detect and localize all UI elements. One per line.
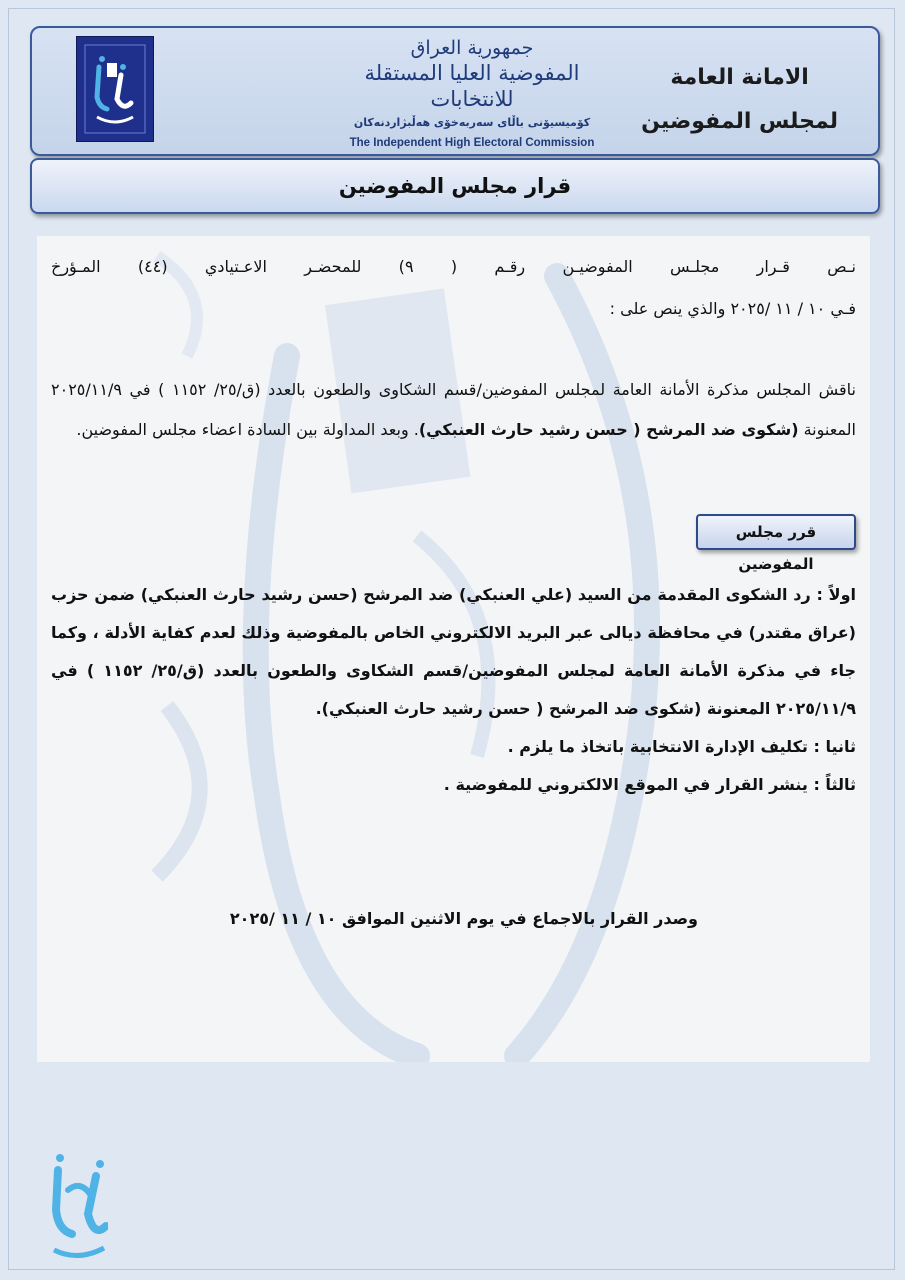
issued-statement: وصدر القرار بالاجماع في يوم الاثنين الموافق ١٠ / ١١ /٢٠٢٥ [229, 909, 698, 928]
secretariat-label [641, 56, 838, 144]
document-body [37, 236, 870, 1062]
commission-name-english: The Independent High Electoral Commission [349, 137, 595, 149]
ihec-emblem-icon [77, 37, 153, 141]
discussion-text-2: . وبعد المداولة بين السادة اعضاء مجلس المفوضين. [76, 420, 419, 439]
commission-name-kurdish: كۆمیسیۆنی باڵای سەربەخۆی هەڵبژاردنەکان [353, 116, 591, 129]
complaint-subject: (شكوى ضد المرشح ( حسن رشيد حارث العنبكي) [418, 420, 799, 439]
discussion-paragraph [51, 370, 856, 450]
header-banner [30, 26, 880, 156]
secretariat-line2: لمجلس المفوضين [641, 109, 838, 134]
ihec-logo [76, 36, 154, 142]
decision-label: قرر مجلس المفوضين [696, 514, 856, 550]
intro-line-2: فـي ١٠ / ١١ /٢٠٢٥ والذي ينص على : [609, 299, 856, 318]
country-name: جمهورية العراق [410, 37, 534, 59]
commission-name-block [332, 36, 612, 152]
discussion-text-1: ناقش المجلس مذكرة الأمانة العامة لمجلس المفوضين/قسم الشكاوى والطعون بالعدد (ق/٢٥/ ١١٥٢ ) في ٢٠٢٥/١١/٩ المعنونة [51, 380, 856, 439]
secretariat-line1: الامانة العامة [670, 65, 809, 90]
decision-items [51, 576, 856, 804]
intro-line-1: نـص قـرار مجلـس المفوضيـن رقـم ( ٩) للمحضـر الاعـتيادي (٤٤) المـؤرخ [51, 257, 857, 276]
decision-item-third: ثالثاً : ينشر القرار في الموقع الالكتروني للمفوضية . [443, 775, 856, 794]
commission-name-arabic: المفوضية العليا المستقلة للانتخابات [364, 61, 580, 111]
decision-item-first: اولاً : رد الشكوى المقدمة من السيد (علي العنبكي) ضد المرشح (حسن رشيد حارث العنبكي) ضمن حزب (عراق مقتدر) في محافظة ديالى عبر البريد الالكتروني الخاص بالمفوضية وذلك لعدم كفاية الأدلة ، وكما جاء في مذكرة الأمانة العامة لمجلس المفوضين/قسم الشكاوى والطعون بالعدد (ق/٢٥/ ١١٥٢ ) في ٢٠٢٥/١١/٩ المعنونة (شكوى ضد المرشح ( حسن رشيد حارث العنبكي). [51, 585, 856, 718]
footer-emblem-icon [50, 1150, 108, 1262]
decision-item-second: ثانيا : تكليف الإدارة الانتخابية باتخاذ ما يلزم . [507, 737, 856, 756]
page-title: قرار مجلس المفوضين [30, 158, 880, 214]
